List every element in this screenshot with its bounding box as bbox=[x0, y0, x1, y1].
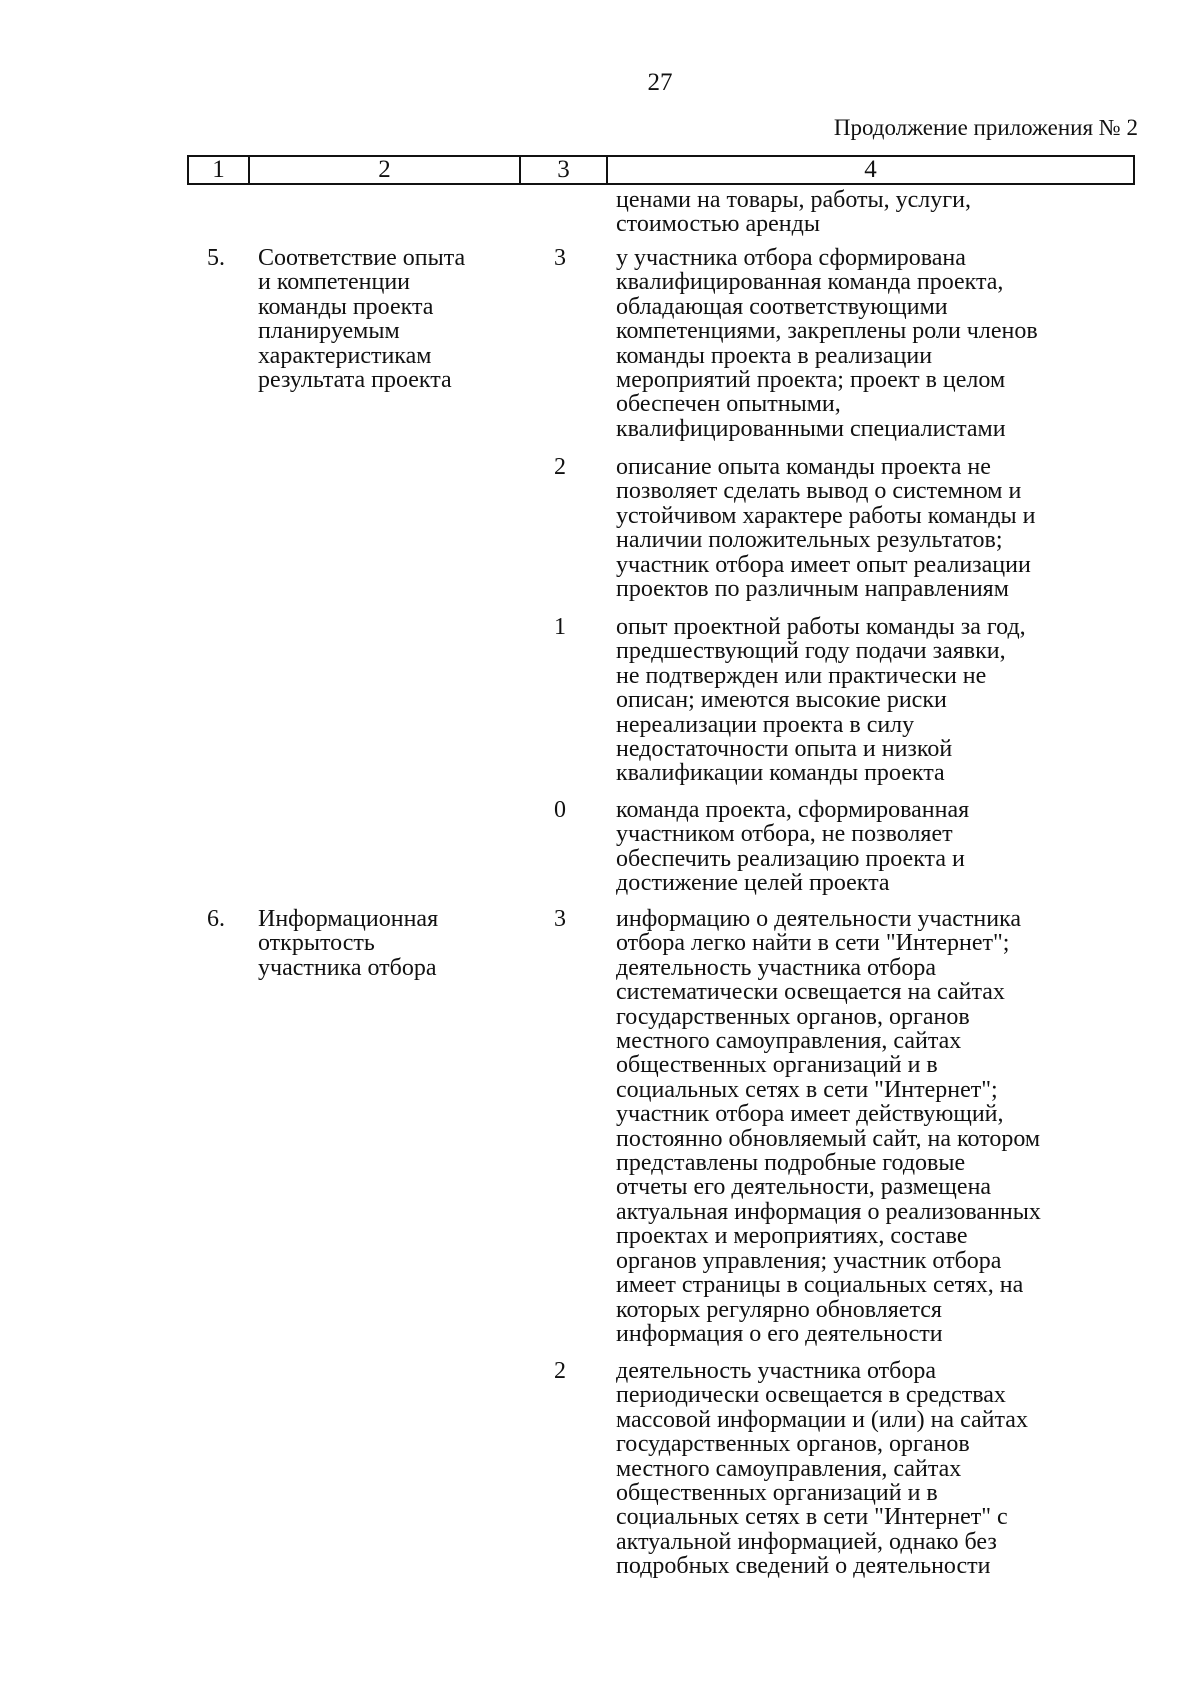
column-header-score: 3 bbox=[521, 157, 608, 183]
page-number: 27 bbox=[647, 69, 673, 96]
score-value: 1 bbox=[554, 614, 566, 640]
score-description: информацию о деятельности участника отбора легко найти в сети "Интернет"; деятельность участника отбора систематически освещается на сайтах государственных органов, органов местного самоуправления, сайтах общественных организаций и в социальных сетях в сети "Интернет"; участник отбора имеет действующий, постоянно обновляемый сайт, на котором представлены подробные годовые отчеты его деятельности, размещена актуальная информация о реализованных проектах и мероприятиях, составе органов управления; участник отбора имеет страницы в социальных сетях, на которых регулярно обновляется информация о его деятельности bbox=[616, 906, 1041, 1347]
score-value: 2 bbox=[554, 1358, 566, 1384]
column-header-description: 4 bbox=[864, 156, 877, 183]
criterion-number: 5. bbox=[207, 245, 225, 271]
score-value: 3 bbox=[554, 906, 566, 932]
carryover-description: ценами на товары, работы, услуги, стоимостью аренды bbox=[616, 187, 971, 238]
table-header-row bbox=[187, 155, 1135, 185]
score-description: описание опыта команды проекта не позволяет сделать вывод о системном и устойчивом характере работы команды и наличии положительных результатов; участник отбора имеет опыт реализации проектов по различным направлениям bbox=[616, 454, 1036, 603]
column-header-number: 1 bbox=[189, 157, 250, 183]
column-header-criterion: 2 bbox=[250, 157, 521, 183]
score-value: 3 bbox=[554, 245, 566, 271]
score-description: деятельность участника отбора периодически освещается в средствах массовой информации и (или) на сайтах государственных органов, органов местного самоуправления, сайтах общественных организаций и в социальных сетях в сети "Интернет" с актуальной информацией, однако без подробных сведений о деятельности bbox=[616, 1358, 1028, 1580]
score-value: 0 bbox=[554, 797, 566, 823]
score-value: 2 bbox=[554, 454, 566, 480]
score-description: у участника отбора сформирована квалифицированная команда проекта, обладающая соответствующими компетенциями, закреплены роли членов команды проекта в реализации мероприятий проекта; проект в целом обеспечен опытными, квалифицированными специалистами bbox=[616, 245, 1038, 442]
score-description: опыт проектной работы команды за год, предшествующий году подачи заявки, не подтвержден или практически не описан; имеются высокие риски нереализации проекта в силу недостаточности опыта и низкой квалификации команды проекта bbox=[616, 614, 1026, 787]
criterion-name: Информационная открытость участника отбора bbox=[258, 906, 439, 981]
criterion-number: 6. bbox=[207, 906, 225, 932]
appendix-continuation-label: Продолжение приложения № 2 bbox=[833, 115, 1138, 140]
score-description: команда проекта, сформированная участником отбора, не позволяет обеспечить реализацию проекта и достижение целей проекта bbox=[616, 797, 970, 897]
criterion-name: Соответствие опыта и компетенции команды проекта планируемым характеристикам результата проекта bbox=[258, 245, 466, 394]
